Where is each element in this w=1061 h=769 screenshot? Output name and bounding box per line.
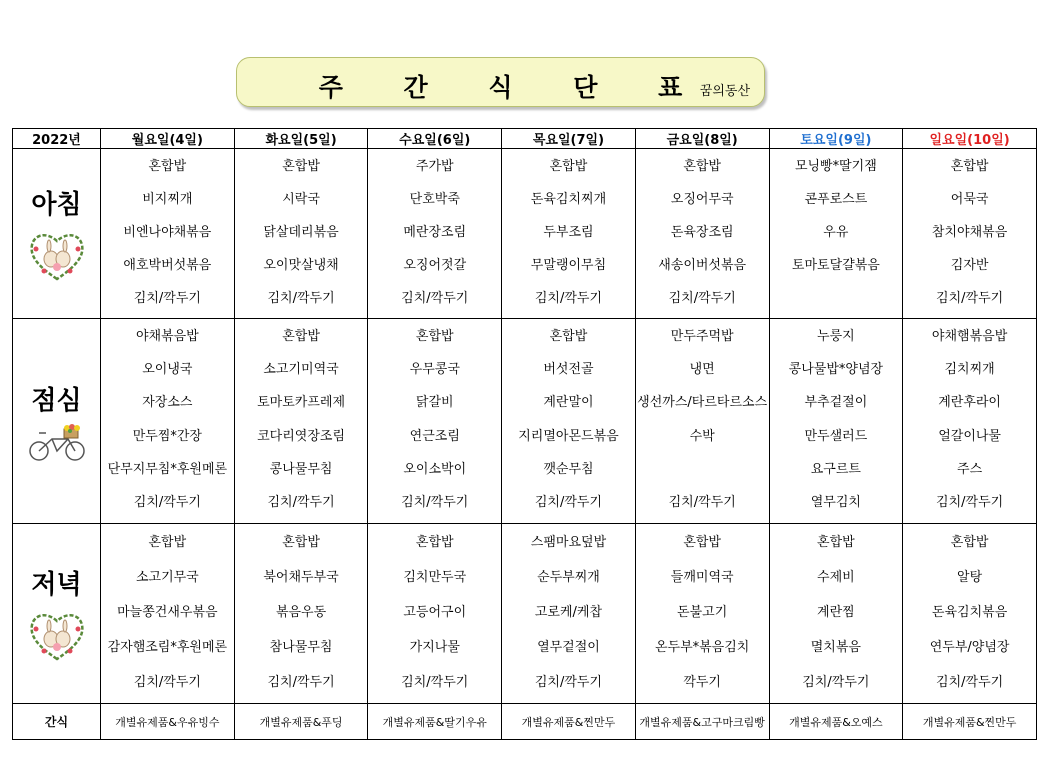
meal-cell <box>502 149 636 319</box>
menu-item: 김치/깍두기 <box>133 290 201 306</box>
snack-row <box>13 704 1037 740</box>
meal-label: 점심 <box>31 385 82 416</box>
page-title: 주 간 식 단 표 <box>318 73 709 102</box>
flower-bicycle-icon <box>13 423 100 463</box>
menu-item: 가지나물 <box>409 639 460 655</box>
menu-item: 깻순무침 <box>543 461 594 477</box>
menu-item: 김치/깍두기 <box>936 674 1004 690</box>
menu-item: 메란장조림 <box>403 224 467 240</box>
menu-item <box>770 289 903 311</box>
organization-name: 꿈의동산 <box>699 84 750 99</box>
menu-item: 소고기미역국 <box>263 361 339 377</box>
menu-item: 고로케/케찹 <box>534 604 603 620</box>
menu-item: 단호박죽 <box>409 191 460 207</box>
menu-item: 김치/깍두기 <box>534 674 603 690</box>
menu-item: 토마토카프레제 <box>257 395 345 411</box>
menu-item: 어묵국 <box>950 191 989 207</box>
menu-item: 알탕 <box>957 569 983 585</box>
menu-item: 버섯전골 <box>543 361 594 377</box>
menu-item: 김치/깍두기 <box>267 290 335 306</box>
snack-cell: 개별유제품&푸딩 <box>234 704 368 740</box>
meal-label-cell <box>13 149 101 319</box>
menu-item: 김치/깍두기 <box>534 290 603 306</box>
menu-item: 토마토달걀볶음 <box>791 257 880 273</box>
menu-item: 혼합밥 <box>817 534 855 550</box>
meal-cell <box>234 149 368 319</box>
menu-item: 콩나물밥*양념장 <box>788 361 884 377</box>
menu-item: 만두찜*간장 <box>132 428 202 444</box>
meal-cell <box>101 149 235 319</box>
bunny-heart-wreath-icon <box>13 227 100 283</box>
menu-item: 혼합밥 <box>148 158 187 174</box>
menu-item: 우유 <box>823 224 849 240</box>
menu-item: 김치/깍두기 <box>936 495 1004 511</box>
year-header: 2022년 <box>13 129 101 149</box>
menu-item: 주가밥 <box>415 158 454 174</box>
meal-cell <box>368 149 502 319</box>
meal-cell <box>903 149 1037 319</box>
day-header-sunday: 일요일(10일) <box>903 129 1037 149</box>
meal-cell <box>635 319 769 524</box>
menu-item: 혼합밥 <box>415 534 454 550</box>
menu-item: 냉면 <box>689 361 715 377</box>
menu-item: 김치찌개 <box>944 361 995 377</box>
menu-item: 새송이버섯볶음 <box>658 257 747 273</box>
menu-item: 열무겉절이 <box>537 639 600 655</box>
meal-label-cell <box>13 524 101 704</box>
menu-item: 혼합밥 <box>282 158 320 174</box>
menu-item: 고등어구이 <box>403 604 467 620</box>
menu-item: 혼합밥 <box>549 158 588 174</box>
menu-item: 오징어무국 <box>670 191 734 207</box>
menu-item: 김치/깍두기 <box>401 495 469 511</box>
meal-cell <box>903 524 1037 704</box>
menu-item: 무말랭이무침 <box>530 257 607 273</box>
meal-cell <box>635 524 769 704</box>
menu-item: 열무김치 <box>810 495 861 511</box>
menu-item: 부추겉절이 <box>804 395 868 411</box>
meal-label: 저녁 <box>31 570 82 600</box>
menu-item: 지리멸아몬드볶음 <box>518 428 619 444</box>
menu-item: 시락국 <box>282 191 320 207</box>
menu-item: 김치/깍두기 <box>401 674 469 690</box>
menu-item: 혼합밥 <box>148 534 187 550</box>
meal-cell <box>635 149 769 319</box>
menu-item: 혼합밥 <box>683 158 721 174</box>
bunny-heart-wreath-icon <box>13 607 100 663</box>
menu-item: 감자햄조림*후원메론 <box>107 639 228 655</box>
menu-item: 김치/깍두기 <box>267 495 335 511</box>
menu-item: 마늘쫑건새우볶음 <box>117 604 218 620</box>
menu-item: 콘푸로스트 <box>804 191 868 207</box>
menu-item: 수제비 <box>817 569 855 585</box>
meal-cell <box>234 319 368 524</box>
meal-cell <box>368 524 502 704</box>
day-header: 화요일(5일) <box>234 129 368 149</box>
menu-item: 오이맛살냉채 <box>263 257 339 273</box>
menu-item: 김치/깍두기 <box>267 674 335 690</box>
meal-cell <box>368 319 502 524</box>
menu-item: 혼합밥 <box>415 328 454 344</box>
menu-item: 오이소박이 <box>403 461 467 477</box>
menu-item: 들깨미역국 <box>670 569 734 585</box>
meal-cell <box>101 319 235 524</box>
menu-item: 돈육김치찌개 <box>530 191 607 207</box>
meal-cell <box>769 319 903 524</box>
day-header: 목요일(7일) <box>502 129 636 149</box>
menu-item: 순두부찌개 <box>537 569 600 585</box>
meal-row <box>13 319 1037 524</box>
menu-item: 닭갈비 <box>415 395 454 411</box>
menu-item: 혼합밥 <box>282 328 320 344</box>
meal-label: 아침 <box>31 190 82 220</box>
menu-item: 김치만두국 <box>403 569 467 585</box>
weekly-menu-table <box>12 128 1037 740</box>
menu-item: 혼합밥 <box>950 534 989 550</box>
snack-cell: 개별유제품&찐만두 <box>903 704 1037 740</box>
meal-cell <box>903 319 1037 524</box>
menu-item: 코다리엿장조림 <box>257 428 345 444</box>
menu-item: 소고기무국 <box>135 569 199 585</box>
menu-item: 생선까스/타르타르소스 <box>637 395 768 411</box>
menu-item: 김치/깍두기 <box>133 674 201 690</box>
menu-item: 김치/깍두기 <box>668 495 736 511</box>
menu-item: 참나물무침 <box>269 639 333 655</box>
menu-item: 비엔나야채볶음 <box>123 224 212 240</box>
menu-item: 연두부/양념장 <box>929 639 1010 655</box>
menu-item: 볶음우동 <box>275 604 327 620</box>
menu-item: 온두부*볶음김치 <box>654 639 750 655</box>
menu-item: 오징어젓갈 <box>403 257 467 273</box>
day-header: 금요일(8일) <box>635 129 769 149</box>
day-header-saturday: 토요일(9일) <box>769 129 903 149</box>
menu-item: 혼합밥 <box>950 158 989 174</box>
menu-item: 혼합밥 <box>683 534 721 550</box>
menu-item: 단무지무침*후원메론 <box>107 461 228 477</box>
menu-item: 두부조림 <box>543 224 594 240</box>
snack-cell: 개별유제품&찐만두 <box>502 704 636 740</box>
menu-item: 모닝빵*딸기잼 <box>794 158 877 174</box>
menu-item: 돈육김치볶음 <box>931 604 1008 620</box>
snack-cell: 개별유제품&고구마크림빵 <box>635 704 769 740</box>
meal-label-cell <box>13 319 101 524</box>
menu-item: 닭살데리볶음 <box>263 224 339 240</box>
menu-item: 김치/깍두기 <box>133 495 201 511</box>
menu-item: 만두주먹밥 <box>670 328 734 344</box>
menu-item: 북어채두부국 <box>263 569 339 585</box>
menu-item: 만두샐러드 <box>804 428 868 444</box>
meal-row <box>13 524 1037 704</box>
menu-item <box>636 460 769 482</box>
day-header: 수요일(6일) <box>368 129 502 149</box>
meal-cell <box>502 319 636 524</box>
title-banner <box>236 57 765 107</box>
menu-item: 혼합밥 <box>282 534 320 550</box>
meal-cell <box>502 524 636 704</box>
day-header: 월요일(4일) <box>101 129 235 149</box>
menu-item: 혼합밥 <box>549 328 588 344</box>
menu-item: 김치/깍두기 <box>802 674 870 690</box>
menu-item: 야채햄볶음밥 <box>931 328 1008 344</box>
meal-cell <box>769 149 903 319</box>
menu-item: 계란후라이 <box>938 395 1001 411</box>
menu-item: 계란말이 <box>543 395 594 411</box>
menu-item: 김자반 <box>950 257 989 273</box>
menu-item: 콩나물무침 <box>269 461 333 477</box>
menu-item: 얼갈이나물 <box>938 428 1001 444</box>
menu-item: 김치/깍두기 <box>936 290 1004 306</box>
snack-cell: 개별유제품&우유빙수 <box>101 704 235 740</box>
menu-item: 오이냉국 <box>142 361 193 377</box>
day-header-row <box>13 129 1037 149</box>
menu-item: 주스 <box>957 461 983 477</box>
meal-cell <box>769 524 903 704</box>
menu-item: 우무콩국 <box>409 361 460 377</box>
snack-cell: 개별유제품&오예스 <box>769 704 903 740</box>
menu-item: 돈불고기 <box>677 604 728 620</box>
snack-cell: 개별유제품&딸기우유 <box>368 704 502 740</box>
menu-item: 멸치볶음 <box>810 639 861 655</box>
meal-row <box>13 149 1037 319</box>
menu-item: 돈육장조림 <box>670 224 734 240</box>
menu-item: 김치/깍두기 <box>534 495 603 511</box>
menu-item: 계란찜 <box>817 604 855 620</box>
menu-item: 참치야채볶음 <box>931 224 1008 240</box>
menu-item: 요구르트 <box>810 461 861 477</box>
snack-label: 간식 <box>13 704 101 740</box>
menu-item: 야채볶음밥 <box>135 328 199 344</box>
meal-cell <box>234 524 368 704</box>
menu-item: 애호박버섯볶음 <box>123 257 212 273</box>
menu-item: 연근조림 <box>409 428 460 444</box>
menu-item: 김치/깍두기 <box>668 290 736 306</box>
menu-item: 비지찌개 <box>142 191 193 207</box>
menu-item: 스팸마요덮밥 <box>530 534 607 550</box>
menu-item: 깍두기 <box>683 674 721 690</box>
menu-item: 김치/깍두기 <box>401 290 469 306</box>
menu-item: 자장소스 <box>142 395 193 411</box>
meal-cell <box>101 524 235 704</box>
menu-item: 수박 <box>689 428 715 444</box>
menu-item: 누룽지 <box>817 328 855 344</box>
